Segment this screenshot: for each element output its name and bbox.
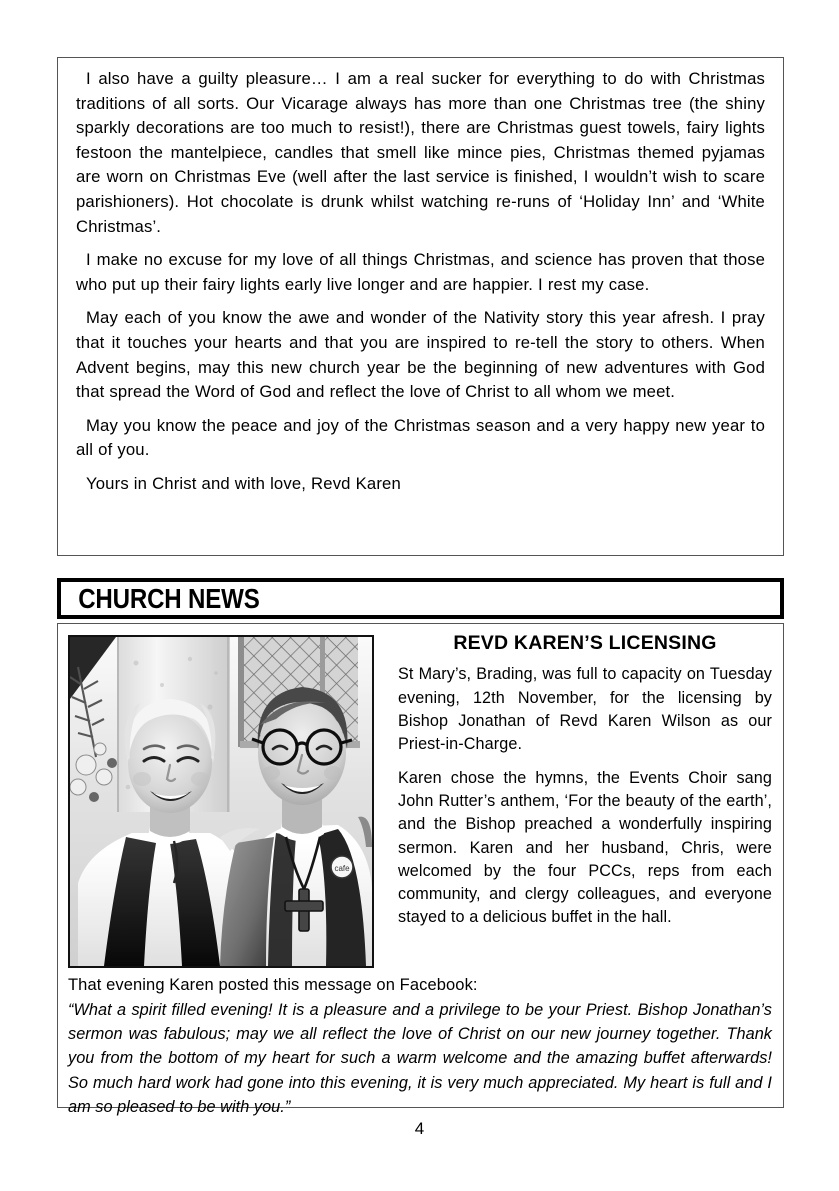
church-news-title: CHURCH NEWS (78, 582, 260, 614)
facebook-quote: “What a spirit filled evening! It is a pleasure and a privilege to be your Priest. Bishop Jonathan’s sermon was fabulous; may we all reflect the love of Christ on our new journey together. Thank you from the bottom of my heart for such a warm welcome and the amazing buffet afterwards! So much hard work had gone into this evening, it is very much appreciated. My heart is full and I am so pleased to be with you.” (68, 1001, 772, 1116)
article-body (68, 633, 772, 973)
letter-paragraph-1: I also have a guilty pleasure… I am a real sucker for everything to do with Christmas traditions of all sorts. Our Vicarage always has more than one Christmas tree (the shiny sparkly decorations are too much to resist!), there are Christmas guest towels, fairy lights festoon the mantelpiece, candles that smell like mince pies, Christmas themed pyjamas are worn on Christmas Eve (well after the last service is finished, I wouldn’t wish to scare parishioners). Hot chocolate is drunk whilst watching re-runs of ‘Holiday Inn’ and ‘White Christmas’. (76, 69, 765, 236)
svg-text:cafe: cafe (334, 864, 350, 873)
page-number: 4 (414, 1119, 425, 1138)
vicars-letter-box (57, 57, 784, 556)
letter-signoff: Yours in Christ and with love, Revd Karen (86, 473, 401, 493)
letter-paragraph-3: May each of you know the awe and wonder of the Nativity story this year afresh. I pray that it touches your hearts and that you are inspired to re-tell the story to others. When Advent begins, may this new church year be the beginning of new adventures with God that spread the Word of God and reflect the love of Christ to all whom we meet. (76, 308, 765, 402)
article-paragraph-2: Karen chose the hymns, the Events Choir sang John Rutter’s anthem, ‘For the beauty of the earth’, and the Bishop preached a wonderfully inspiring sermon. Karen and her husband, Chris, were welcomed by the four PCCs, reps from each community, and clergy colleagues, and everyone stayed to a delicious buffet in the hall. (398, 768, 772, 927)
letter-paragraph-2: I make no excuse for my love of all things Christmas, and science has proven that those who put up their fairy lights early live longer and are happier. I rest my case. (76, 250, 765, 294)
photo-image (70, 637, 372, 966)
article-heading: REVD KAREN’S LICENSING (453, 632, 717, 654)
facebook-intro-line: That evening Karen posted this message on Facebook: (68, 976, 478, 994)
church-news-banner (57, 578, 784, 619)
article-paragraph-1: St Mary’s, Brading, was full to capacity on Tuesday evening, 12th November, for the licensing by Bishop Jonathan of Revd Karen Wilson as our Priest-in-Charge. (398, 665, 772, 754)
letter-paragraph-4: May you know the peace and joy of the Christmas season and a very happy new year to all of you. (76, 415, 765, 460)
licensing-photo (68, 635, 374, 968)
church-news-content-box (57, 623, 784, 1116)
